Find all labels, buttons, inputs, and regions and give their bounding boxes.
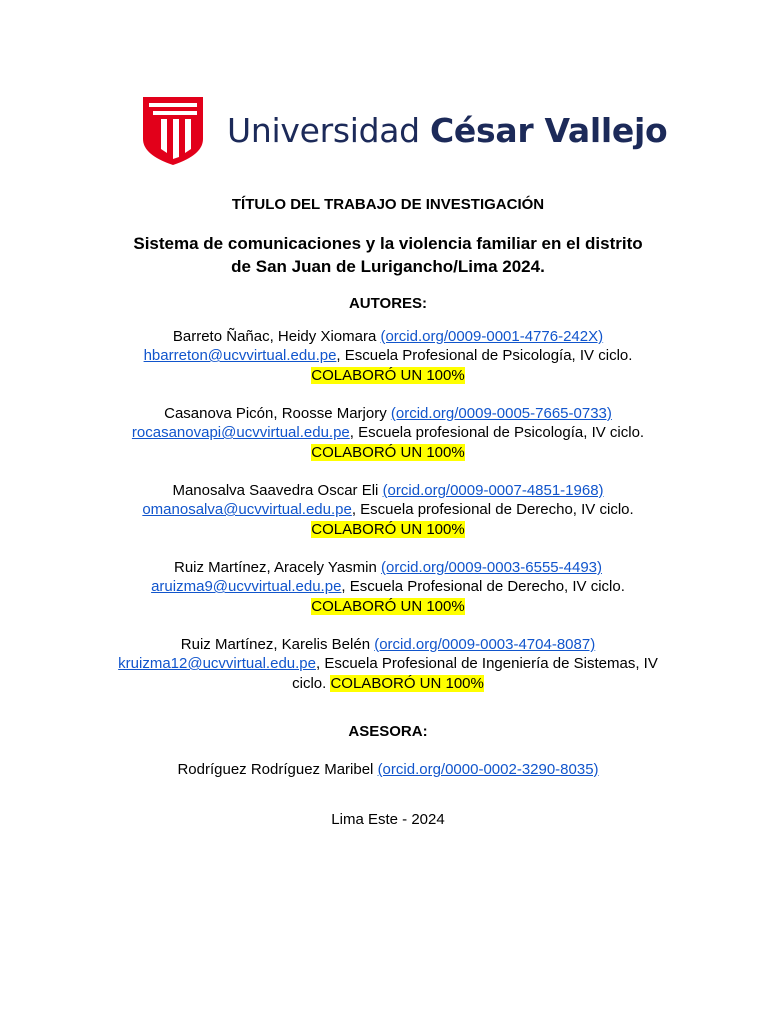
document-title-line-2: de San Juan de Lurigancho/Lima 2024.: [231, 257, 545, 276]
advisor-name: Rodríguez Rodríguez Maribel: [177, 761, 378, 778]
author-school-continued: ciclo.: [292, 675, 331, 692]
authors-heading: AUTORES:: [348, 295, 428, 312]
email-link[interactable]: aruizma9@ucvvirtual.edu.pe: [151, 578, 342, 595]
author-2-contribution-line: [60, 443, 716, 462]
author-3-email-line: [60, 500, 716, 519]
document-title-line-1: Sistema de comunicaciones y la violencia familiar en el distrito: [133, 234, 643, 253]
university-name-regular: Universidad: [227, 110, 431, 150]
author-5-contribution-line: [60, 674, 716, 693]
author-5-line: [60, 635, 716, 654]
author-3-contribution-line: [60, 520, 716, 539]
contribution-badge: COLABORÓ UN 100%: [311, 598, 465, 615]
advisor-line: [60, 760, 716, 779]
author-name: Barreto Ñañac, Heidy Xiomara: [172, 328, 381, 345]
contribution-badge: COLABORÓ UN 100%: [311, 521, 465, 538]
email-link[interactable]: hbarreton@ucvvirtual.edu.pe: [143, 347, 337, 364]
orcid-link[interactable]: (orcid.org/0009-0005-7665-0733): [390, 405, 612, 422]
author-school: , Escuela profesional de Derecho, IV ciclo.: [351, 501, 634, 518]
author-4-email-line: [60, 577, 716, 596]
author-3-line: [60, 481, 716, 500]
author-1-contribution-line: [60, 366, 716, 385]
orcid-link[interactable]: (orcid.org/0009-0007-4851-1968): [382, 482, 604, 499]
orcid-link[interactable]: (orcid.org/0009-0003-6555-4493): [381, 559, 602, 576]
place-date: Lima Este - 2024: [331, 811, 445, 828]
author-school: , Escuela profesional de Psicología, IV ciclo.: [349, 424, 645, 441]
author-4-contribution-line: [60, 597, 716, 616]
author-school: , Escuela Profesional de Ingeniería de Sistemas, IV: [315, 655, 658, 672]
university-name-bold: César Vallejo: [430, 110, 668, 150]
advisor-heading: ASESORA:: [348, 723, 428, 740]
author-4-line: [60, 558, 716, 577]
author-name: Ruiz Martínez, Karelis Belén: [180, 636, 375, 653]
contribution-badge: COLABORÓ UN 100%: [311, 444, 465, 461]
author-school: , Escuela Profesional de Derecho, IV ciclo.: [341, 578, 625, 595]
advisor-orcid-link[interactable]: (orcid.org/0000-0002-3290-8035): [377, 761, 599, 778]
orcid-link[interactable]: (orcid.org/0009-0003-4704-8087): [374, 636, 596, 653]
author-2-email-line: [60, 423, 716, 442]
author-school: , Escuela Profesional de Psicología, IV ciclo.: [336, 347, 633, 364]
document-heading: TÍTULO DEL TRABAJO DE INVESTIGACIÓN: [231, 196, 545, 213]
author-2-line: [60, 404, 716, 423]
university-logo: [143, 94, 667, 166]
contribution-badge: COLABORÓ UN 100%: [311, 367, 465, 384]
university-name: [227, 111, 667, 150]
email-link[interactable]: omanosalva@ucvvirtual.edu.pe: [142, 501, 352, 518]
email-link[interactable]: rocasanovapi@ucvvirtual.edu.pe: [131, 424, 350, 441]
author-name: Manosalva Saavedra Oscar Eli: [172, 482, 383, 499]
author-name: Ruiz Martínez, Aracely Yasmin: [173, 559, 382, 576]
author-name: Casanova Picón, Roosse Marjory: [164, 405, 391, 422]
orcid-link[interactable]: (orcid.org/0009-0001-4776-242X): [380, 328, 604, 345]
email-link[interactable]: kruizma12@ucvvirtual.edu.pe: [118, 655, 316, 672]
author-5-email-line: [60, 654, 716, 673]
author-1-line: [60, 327, 716, 346]
author-1-email-line: [60, 346, 716, 365]
ucv-shield-icon: [143, 95, 203, 165]
contribution-badge: COLABORÓ UN 100%: [330, 675, 484, 692]
